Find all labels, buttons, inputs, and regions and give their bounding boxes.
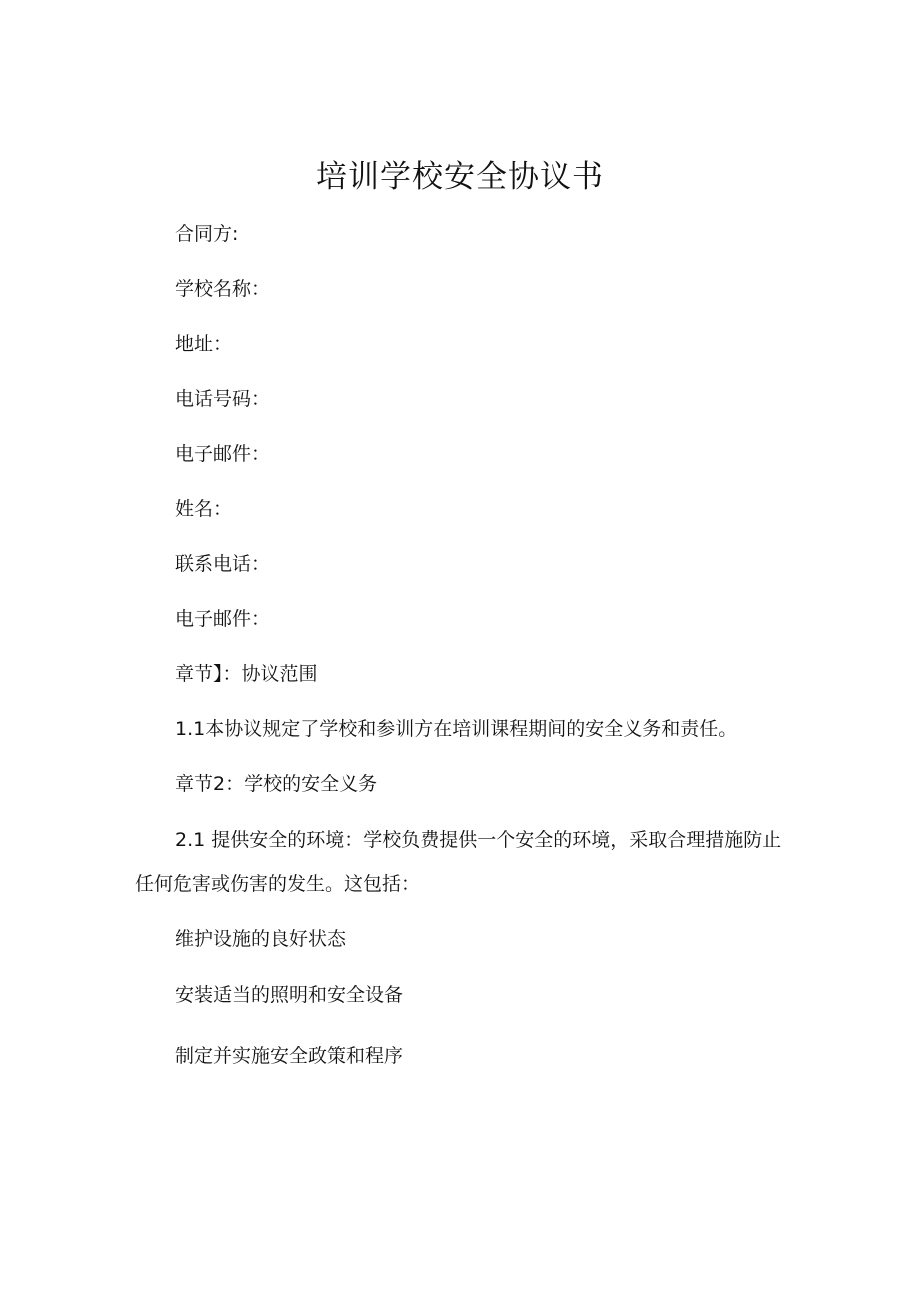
- document-title: 培训学校安全协议书: [316, 159, 604, 195]
- clause-1-1: 1.1本协议规定了学校和参训方在培训课程期间的安全义务和责任。: [175, 718, 738, 740]
- field-school-name: 学校名称：: [175, 278, 271, 300]
- clause-2-1: 2.1 提供安全的环境：学校负费提供一个安全的环境，采取合理措施防止任何危害或伤害的发生。这包括：: [135, 829, 782, 895]
- field-address: 地址：: [175, 333, 233, 355]
- field-phone: 电话号码：: [175, 388, 271, 410]
- field-name: 姓名：: [175, 498, 233, 520]
- field-contact-email: 电子邮件：: [175, 608, 271, 630]
- list-item-1: 维护设施的良好状态: [175, 928, 347, 950]
- section-2-heading: 章节2：学校的安全义务: [175, 773, 378, 795]
- field-contact-phone: 联系电话：: [175, 553, 271, 575]
- list-item-2: 安装适当的照明和安全设备: [175, 984, 404, 1006]
- list-item-3: 制定并实施安全政策和程序: [175, 1045, 404, 1067]
- field-email: 电子邮件：: [175, 443, 271, 465]
- section-1-heading: 章节】：协议范围: [175, 663, 318, 685]
- field-parties: 合同方:: [175, 223, 239, 245]
